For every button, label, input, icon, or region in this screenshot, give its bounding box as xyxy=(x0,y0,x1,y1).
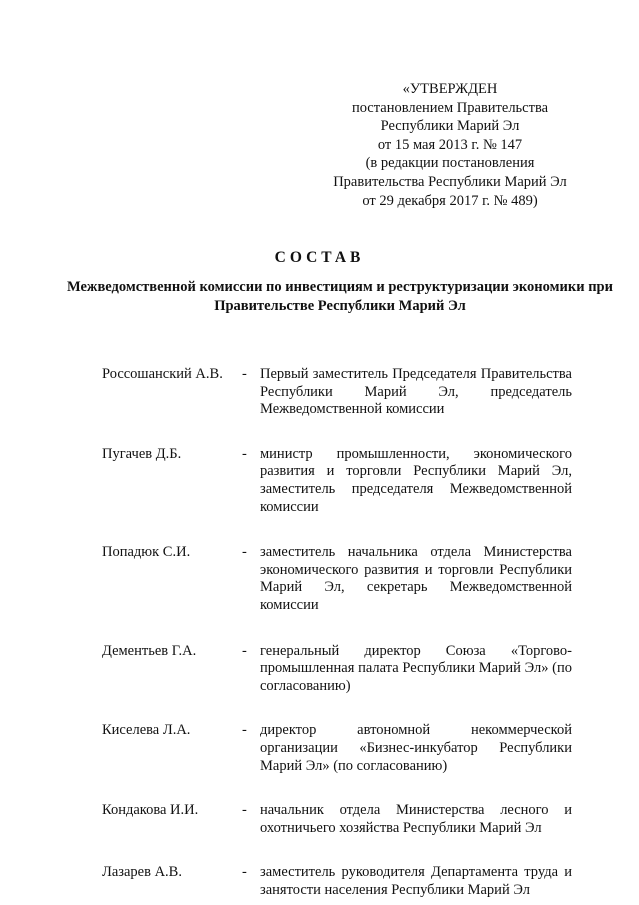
member-name: Лазарев А.В. xyxy=(102,864,182,881)
approval-line: (в редакции постановления xyxy=(365,155,535,172)
member-role: заместитель начальника отдела Министерства экономического развития и торговли Республики Марий Эл, секретарь Межведомственной комиссии xyxy=(260,544,572,613)
member-name: Киселева Л.А. xyxy=(102,722,191,739)
approval-line: Правительства Республики Марий Эл xyxy=(333,173,567,190)
member-dash: - xyxy=(242,722,247,739)
approval-line: Республики Марий Эл xyxy=(380,118,520,135)
approval-line: от 29 декабря 2017 г. № 489) xyxy=(362,192,538,209)
member-name: Пугачев Д.Б. xyxy=(102,445,182,462)
member-row xyxy=(0,643,639,696)
member-name: Кондакова И.И. xyxy=(102,802,199,819)
members-list xyxy=(0,366,639,899)
member-dash: - xyxy=(242,445,247,462)
member-row xyxy=(0,446,639,516)
member-role: министр промышленности, экономического развития и торговли Республики Марий Эл, заместитель председателя Межведомственной комиссии xyxy=(260,445,572,515)
member-role: заместитель руководителя Департамента труда и занятости населения Республики Марий Эл xyxy=(260,864,572,898)
member-name: Россошанский А.В. xyxy=(102,366,223,382)
member-role: Первый заместитель Председателя Правительства Республики Марий Эл, председатель Межведомственной комиссии xyxy=(260,366,572,418)
member-dash: - xyxy=(242,802,247,819)
member-dash: - xyxy=(242,544,247,561)
document-title: СОСТАВ xyxy=(274,249,365,266)
approval-line: постановлением Правительства xyxy=(351,99,549,116)
member-row xyxy=(0,722,639,775)
document-subtitle: Межведомственной комиссии по инвестициям и реструктуризации экономики при Правительстве Республики Марий Эл xyxy=(67,279,613,314)
member-row xyxy=(0,366,639,419)
approval-line: от 15 мая 2013 г. № 147 xyxy=(377,136,523,153)
member-role: генеральный директор Союза «Торгово-промышленная палата Республики Марий Эл» (по согласованию) xyxy=(260,642,572,694)
approval-line: «УТВЕРЖДЕН xyxy=(402,81,498,97)
member-row xyxy=(0,802,639,837)
member-role: начальник отдела Министерства лесного и охотничьего хозяйства Республики Марий Эл xyxy=(260,802,572,836)
member-row xyxy=(0,544,639,614)
member-row xyxy=(0,864,639,899)
approval-stamp xyxy=(300,80,600,210)
member-name: Дементьев Г.А. xyxy=(102,642,197,659)
member-dash: - xyxy=(242,366,247,382)
member-role: директор автономной некоммерческой организации «Бизнес-инкубатор Республики Марий Эл» (по согласованию) xyxy=(260,722,572,774)
member-dash: - xyxy=(242,864,247,881)
member-dash: - xyxy=(242,642,247,659)
member-name: Попадюк С.И. xyxy=(102,544,191,561)
